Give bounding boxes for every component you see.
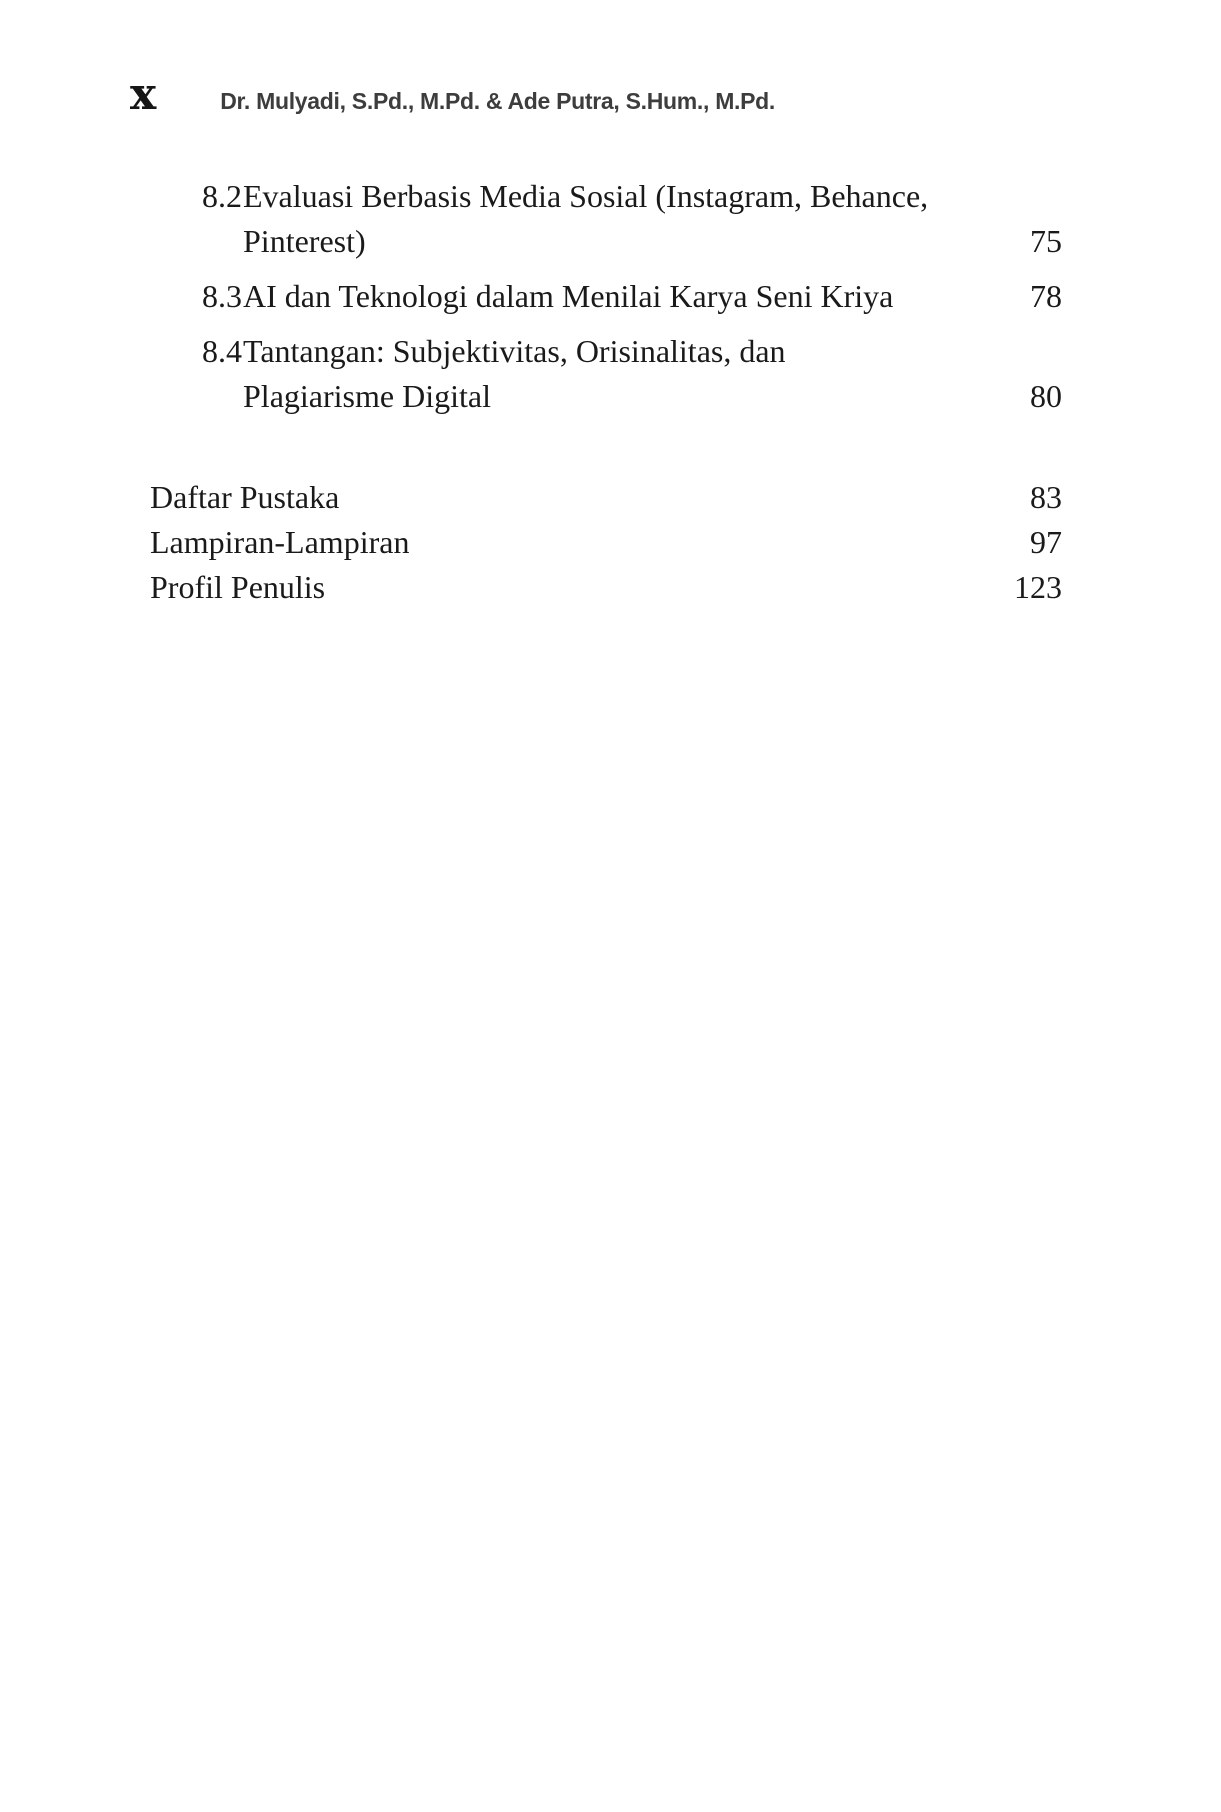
toc-entry-page-number: 83 [1030,479,1062,515]
toc-entry-title-line: Evaluasi Berbasis Media Sosial (Instagram, Behance, [243,178,929,214]
toc-entry-page-number: 75 [1030,223,1062,259]
toc-entry-title-line: Lampiran-Lampiran [150,524,410,560]
toc-entry-title-line: Profil Penulis [150,569,326,605]
toc-entry [150,565,1062,610]
toc-entry-title-line: AI dan Teknologi dalam Menilai Karya Seni Kriya [243,278,894,314]
toc-entry [150,520,1062,565]
toc-section-list [202,174,1062,419]
toc-entry-title [150,520,986,565]
toc-entry-page-number: 123 [1014,569,1062,605]
toc-entry [202,329,1062,419]
page-folio: x [130,69,157,120]
toc-entry-page-number: 97 [1030,524,1062,560]
toc-entry-title-line: Tantangan: Subjektivitas, Orisinalitas, dan [243,333,786,369]
toc-entry-number: 8.3 [202,278,242,314]
running-header [120,0,1062,118]
toc-entry-title-line: Plagiarisme Digital [243,378,491,414]
toc-entry-title-line: Daftar Pustaka [150,479,340,515]
toc-entry-title [243,329,986,419]
toc-entry-page-number: 78 [1030,278,1062,314]
toc-entry [150,475,1062,520]
toc-entry-page-number: 80 [1030,378,1062,414]
running-header-authors: Dr. Mulyadi, S.Pd., M.Pd. & Ade Putra, S.Hum., M.Pd. [220,88,776,114]
toc-entry [202,174,1062,264]
toc-entry-title-line: Pinterest) [243,223,366,259]
toc-entry-title [243,174,986,264]
toc-entry-title [150,565,986,610]
toc-entry-number: 8.4 [202,333,242,369]
toc-backmatter-list [150,475,1062,610]
toc-entry-title [150,475,986,520]
toc-entry-number: 8.2 [202,178,242,214]
toc-entry-title [243,274,986,319]
toc-entry [202,274,1062,319]
